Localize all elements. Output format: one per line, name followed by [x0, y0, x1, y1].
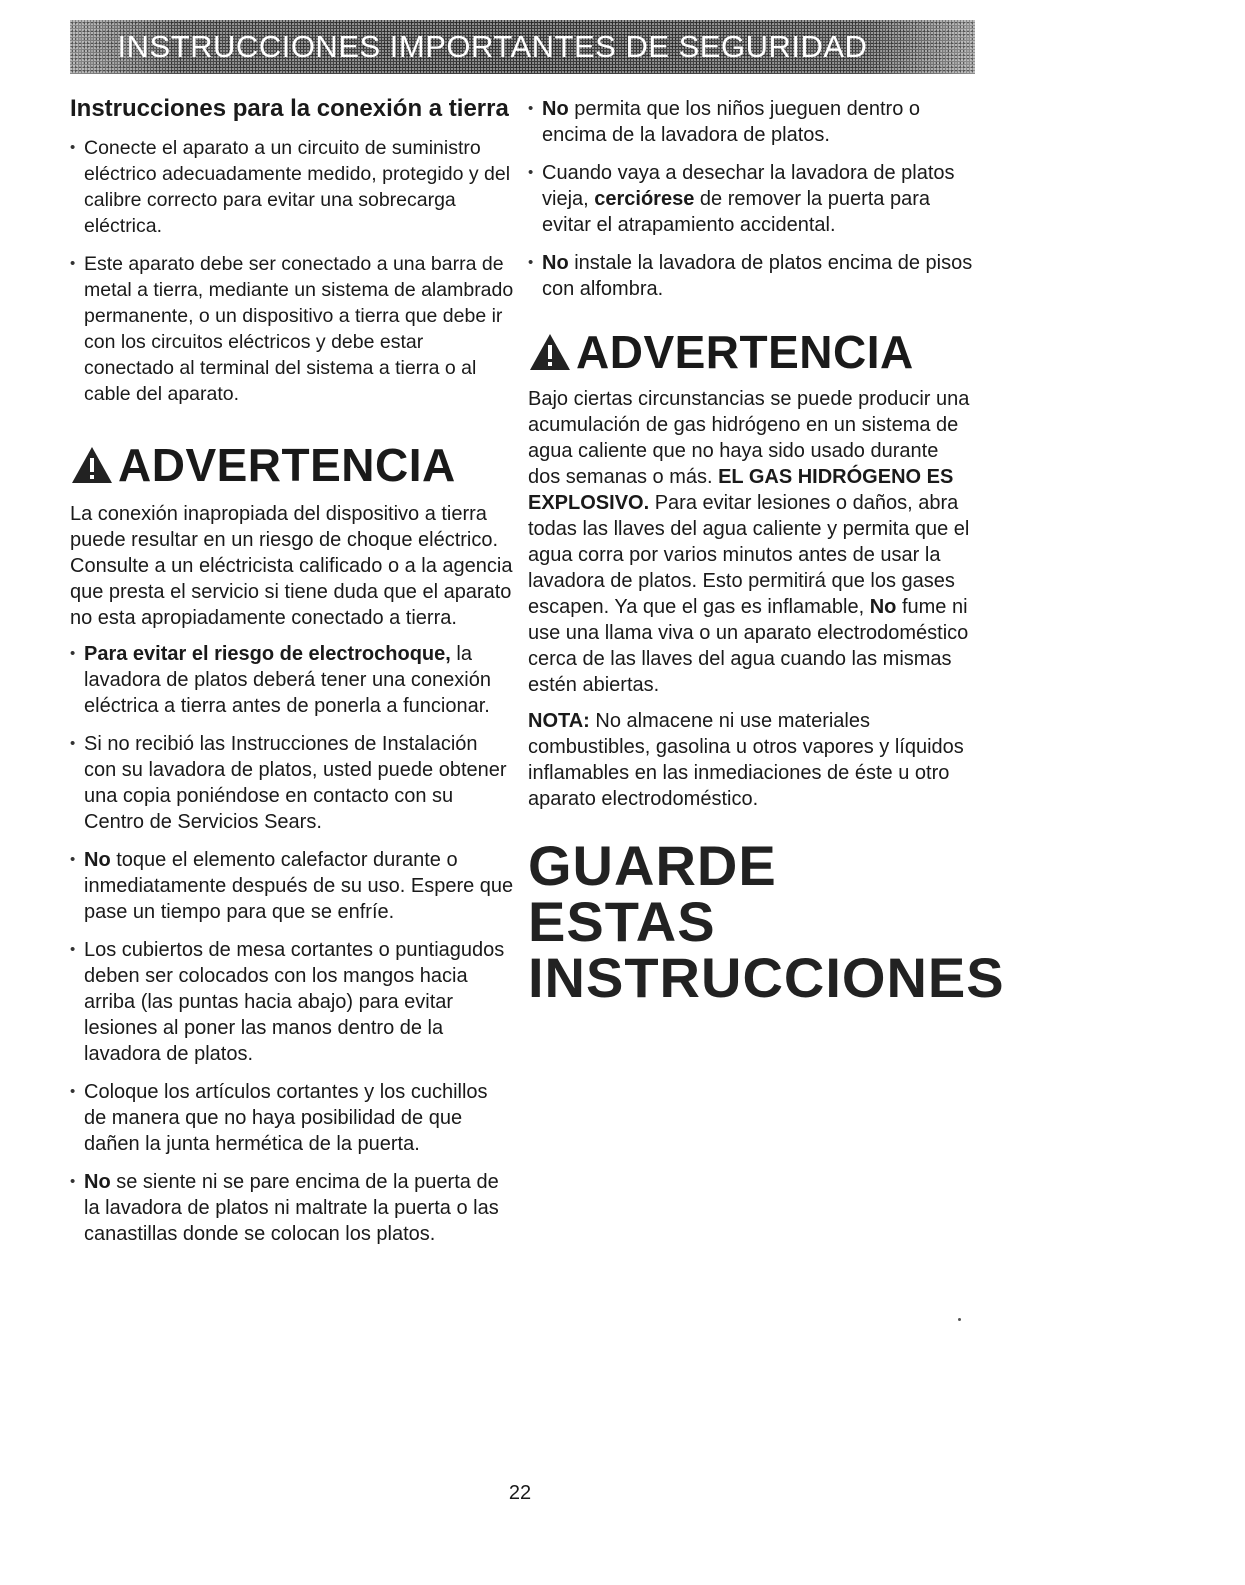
- list-item: • Conecte el aparato a un circuito de suministro eléctrico adecuadamente medido, protegido y del calibre correcto para evitar una sobrecarga eléctrica.: [70, 135, 515, 239]
- warning-text: La conexión inapropiada del dispositivo a tierra puede resultar en un riesgo de choque eléctrico. Consulte a un eléctricista calificado o a la agencia que presta el servicio si tiene duda que el aparato no esta apropiadamente conectado a tierra.: [70, 503, 513, 629]
- list-item: • Los cubiertos de mesa cortantes o puntiagudos deben ser colocados con los mangos hacia arriba (las puntas hacia abajo) para evitar lesiones al poner las manos dentro de la lavadora de platos.: [70, 937, 515, 1067]
- banner-title: INSTRUCCIONES IMPORTANTES DE SEGURIDAD: [117, 29, 868, 64]
- bold-lead: No: [84, 849, 111, 871]
- warning-triangle-icon: [70, 445, 114, 485]
- list-item: • No permita que los niños jueguen dentro o encima de la lavadora de platos.: [528, 96, 973, 148]
- bold-lead: No: [542, 98, 569, 120]
- warning-heading-right: [528, 322, 973, 382]
- bold-lead: No: [542, 252, 569, 274]
- bold-inline: No: [869, 596, 897, 618]
- bold-lead: Para evitar el riesgo de electrochoque,: [84, 643, 451, 665]
- grounding-list: [70, 135, 515, 407]
- list-item: • Coloque los artículos cortantes y los cuchillos de manera que no haya posibilidad de que dañen la junta hermética de la puerta.: [70, 1079, 515, 1157]
- list-item: • Si no recibió las Instrucciones de Instalación con su lavadora de platos, usted puede obtener una copia poniéndose en contacto con su Centro de Servicios Sears.: [70, 731, 515, 835]
- left-column: [70, 92, 515, 1259]
- safety-list-left: [70, 641, 515, 1247]
- header-banner: [70, 20, 975, 74]
- bold-inline: EL GAS HIDRÓGENO ES EXPLOSIVO.: [528, 466, 954, 514]
- note-label: NOTA:: [528, 710, 590, 732]
- bold-inline: cerciórese: [594, 188, 695, 210]
- save-instructions-heading: GUARDE ESTAS INSTRUCCIONES: [528, 834, 1005, 1009]
- warning-title: ADVERTENCIA: [576, 326, 914, 378]
- list-item: • Cuando vaya a desechar la lavadora de platos vieja, cerciórese de remover la puerta para evitar el atrapamiento accidental.: [528, 160, 973, 238]
- list-item: • No se siente ni se pare encima de la puerta de la lavadora de platos ni maltrate la puerta o las canastillas donde se colocan los platos.: [70, 1169, 515, 1247]
- hydrogen-warning-text: Bajo ciertas circunstancias se puede producir una acumulación de gas hidrógeno en un sistema de agua caliente que no haya sido usado durante dos semanas o más. EL GAS HIDRÓGENO ES EXPLOSIVO. Para evitar lesiones o daños, abra todas las llaves del agua caliente y permita que el agua corra por varios minutos antes de usar la lavadora de platos. Esto permitirá que los gases escapen. Ya que el gas es inflamable, No fume ni use una llama viva o un aparato electrodoméstico cerca de las llaves del agua cuando las mismas estén abiertas.: [528, 388, 970, 696]
- warning-heading-left: [70, 435, 515, 495]
- list-item: • No instale la lavadora de platos encima de pisos con alfombra.: [528, 250, 973, 302]
- page-number: 22: [508, 1482, 532, 1504]
- warning-triangle-icon: [528, 332, 572, 372]
- bold-lead: No: [84, 1171, 111, 1193]
- scan-speck: [958, 1318, 961, 1321]
- right-column: [528, 96, 1005, 1009]
- list-item: • Este aparato debe ser conectado a una barra de metal a tierra, mediante un sistema de alambrado permanente, o un dispositivo a tierra que debe ir con los circuitos eléctricos y debe estar conectado al terminal del sistema a tierra o al cable del aparato.: [70, 251, 515, 407]
- safety-list-right: [528, 96, 973, 302]
- warning-title: ADVERTENCIA: [118, 439, 456, 491]
- list-item: • No toque el elemento calefactor durante o inmediatamente después de su uso. Espere que pase un tiempo para que se enfríe.: [70, 847, 515, 925]
- grounding-heading: Instrucciones para la conexión a tierra: [70, 95, 509, 122]
- list-item: • Para evitar el riesgo de electrochoque, la lavadora de platos deberá tener una conexión eléctrica a tierra antes de ponerla a funcionar.: [70, 641, 515, 719]
- note-text: NOTA: No almacene ni use materiales combustibles, gasolina u otros vapores y líquidos inflamables en las inmediaciones de éste u otro aparato electrodoméstico.: [528, 710, 964, 810]
